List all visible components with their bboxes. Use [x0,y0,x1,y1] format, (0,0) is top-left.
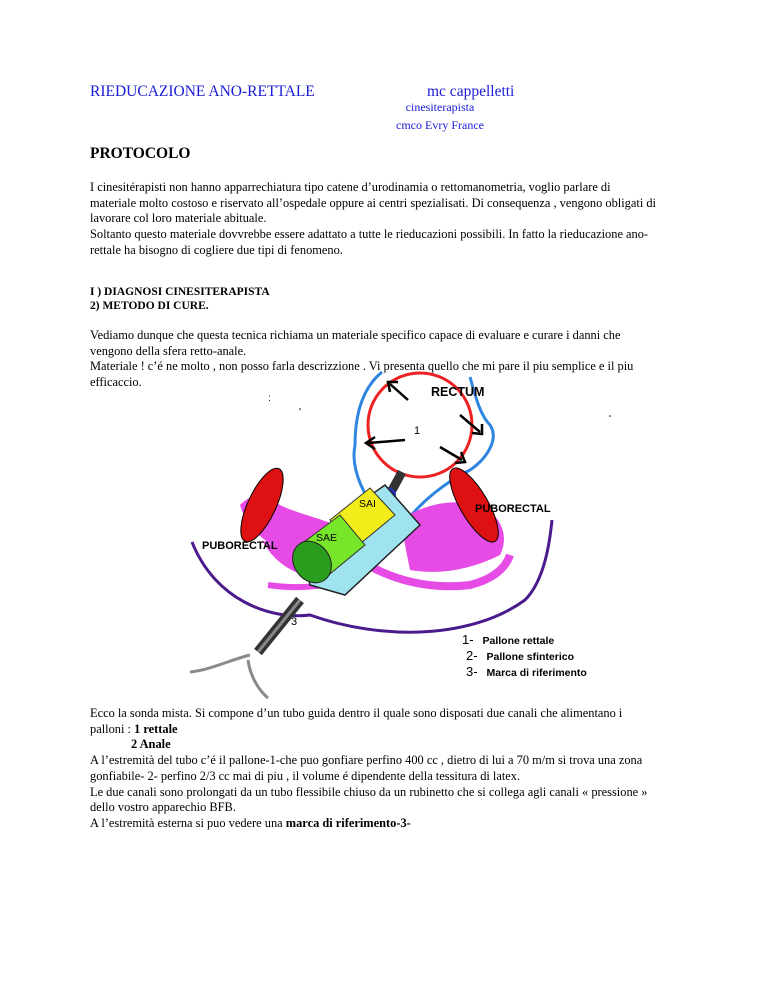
method-line: vengono della sfera retto-anale. [90,343,247,358]
description-line: dello vostro apparechio BFB. [90,800,236,815]
author-name: mc cappelletti [427,83,515,100]
legend-item [462,664,587,680]
anal-canal-curve-right [248,660,268,698]
intro-line: lavorare col loro materiale abituale. [90,211,267,226]
legend-number: 1- [462,632,474,647]
description-line [90,722,690,738]
description-line: A l’estremità del tubo c’é il pallone-1-che puo gonfiare perfino 400 cc , dietro di lui a 70 m/m si trova una zona [90,753,643,768]
puborectal-right-label: PUBORECTAL [475,503,551,515]
sae-label: SAE [316,532,338,544]
description-text: A l’estremità esterna si puo vedere una [90,815,286,830]
author-profession: cinesiterapista [405,100,475,114]
diagram-legend [462,632,587,680]
dot-mark [299,408,301,410]
marker-1-label: 1 [414,425,421,437]
legend-item [462,632,587,648]
method-line: efficaccio. [90,375,142,390]
description-paragraph [90,706,690,832]
description-bold: marca di riferimento-3- [285,815,411,830]
intro-line: rettale ha bisogno di cogliere due tipi di fenomeno. [90,242,343,257]
description-line: Le due canali sono prolongati da un tubo flessibile chiuso da un rubinetto che si collega agli canali « pressione » [90,784,648,799]
anal-canal-curve-left [190,655,250,672]
heading-diagnosi: I ) DIAGNOSI CINESITERAPISTA [90,286,270,298]
legend-number: 2- [466,648,478,663]
legend-label: Marca di riferimento [486,667,587,679]
marker-3-label: 3 [291,616,298,628]
method-line: Materiale ! c’é ne molto , non posso farla descrizzione . Vi presenta quello che mi pare il piu semplice e il piu [90,359,634,374]
document-title: RIEDUCAZIONE ANO-RETTALE [90,83,315,100]
intro-line: Soltanto questo materiale dovvrebbe essere adattato a tutte le rieducazioni possibili. In fatto la rieducazione ano- [90,227,649,242]
arrow-left [368,440,405,443]
description-bold: 1 rettale [134,721,178,736]
legend-item [462,648,587,664]
puborectal-left-label: PUBORECTAL [202,540,278,552]
rectum-label: RECTUM [431,385,485,399]
dot-mark [609,415,611,417]
description-bold: 2 Anale [131,737,171,752]
arrow-up-left [390,384,408,400]
description-line: Ecco la sonda mista. Si compone d’un tubo guida dentro il quale sono disposati due canali che alimentano i [90,706,623,720]
section-title: PROTOCOLO [90,145,191,162]
author-affiliation: cmco Evry France [396,118,484,132]
legend-label: Pallone sfinterico [486,651,575,663]
intro-line: materiale molto costoso e riservato all’ospedale oppure ai centri spezialisati. Di consequenza , vengono obligati di [90,195,657,210]
description-line: gonfiabile- 2- perfino 2/3 cc mai di piu , il volume é dipendente della tessitura di latex. [90,768,521,783]
description-line [90,816,690,832]
legend-number: 3- [466,664,478,679]
legend-label: Pallone rettale [482,635,555,647]
sai-label: SAI [359,498,376,510]
intro-line: I cinesitérapisti non hanno apparrechiatura tipo catene d’urodinamia o rettomanometria, voglio parlare di [90,180,611,194]
description-text: palloni : [90,721,135,736]
colon-mark: : [268,393,271,404]
arrow-down-right [440,447,462,460]
description-line [90,737,690,753]
method-line: Vediamo dunque che questa tecnica richiama un materiale specifico capace di evaluare e curare i danni che [90,328,621,342]
heading-metodo: 2) METODO DI CURE. [90,300,209,312]
